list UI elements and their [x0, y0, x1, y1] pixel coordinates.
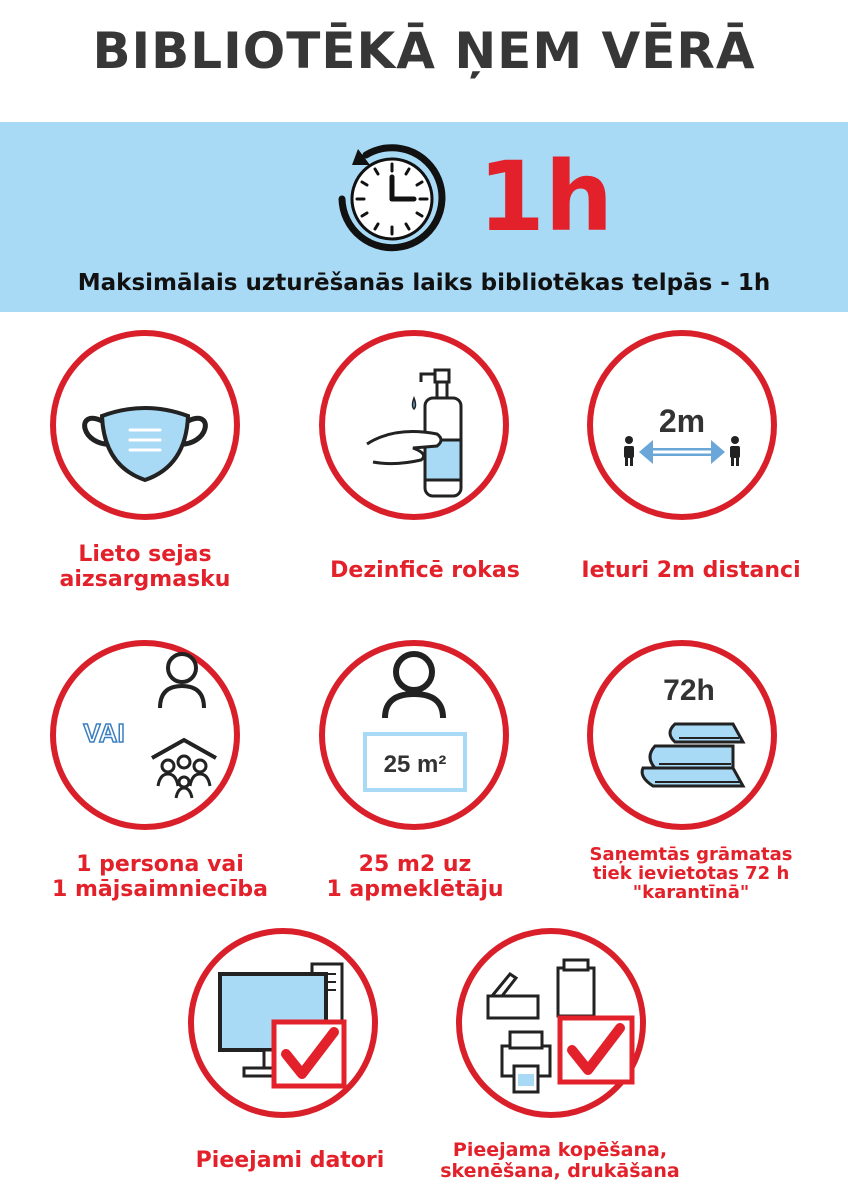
- sanitizer-circle: [319, 330, 509, 520]
- hand-sanitizer-icon: [325, 336, 503, 514]
- computer-icon: [194, 934, 372, 1112]
- household-circle: [50, 640, 240, 830]
- mask-circle: [50, 330, 240, 520]
- label-mask: Lieto sejas aizsargmasku: [59, 542, 231, 593]
- svg-text:2m: 2m: [658, 403, 706, 439]
- computer-circle: [188, 928, 378, 1118]
- time-limit-description: Maksimālais uzturēšanās laiks bibliotēkas telpās - 1h: [77, 270, 771, 296]
- label-household: 1 persona vai 1 mājsaimniecība: [52, 852, 268, 903]
- label-sanitizer: Dezinficē rokas: [330, 558, 520, 583]
- svg-text:25 m²: 25 m²: [383, 751, 447, 778]
- social-distance-icon: [593, 336, 771, 514]
- printer-circle: [456, 928, 646, 1118]
- person-or-household-icon: [56, 646, 234, 824]
- books-quarantine-icon: [593, 646, 771, 824]
- label-books: Saņemtās grāmatas tiek ievietotas 72 h "karantīnā": [589, 844, 793, 903]
- printer-scanner-icon: [462, 934, 640, 1112]
- label-area: 25 m2 uz 1 apmeklētāju: [326, 852, 504, 903]
- label-distance: Ieturi 2m distanci: [581, 558, 801, 583]
- label-computer: Pieejami datori: [195, 1148, 385, 1173]
- svg-text:72h: 72h: [663, 674, 715, 707]
- books-circle: [587, 640, 777, 830]
- svg-text:VAI: VAI: [83, 718, 125, 748]
- clock-icon: [328, 135, 452, 259]
- person-area-icon: [325, 646, 503, 824]
- page-title: BIBLIOTĒKĀ ŅEM VĒRĀ: [92, 22, 756, 80]
- face-mask-icon: [56, 336, 234, 514]
- area-circle: [319, 640, 509, 830]
- label-printer: Pieejama kopēšana, skenēšana, drukāšana: [440, 1139, 680, 1182]
- distance-circle: [587, 330, 777, 520]
- time-limit-value: 1h: [478, 141, 614, 253]
